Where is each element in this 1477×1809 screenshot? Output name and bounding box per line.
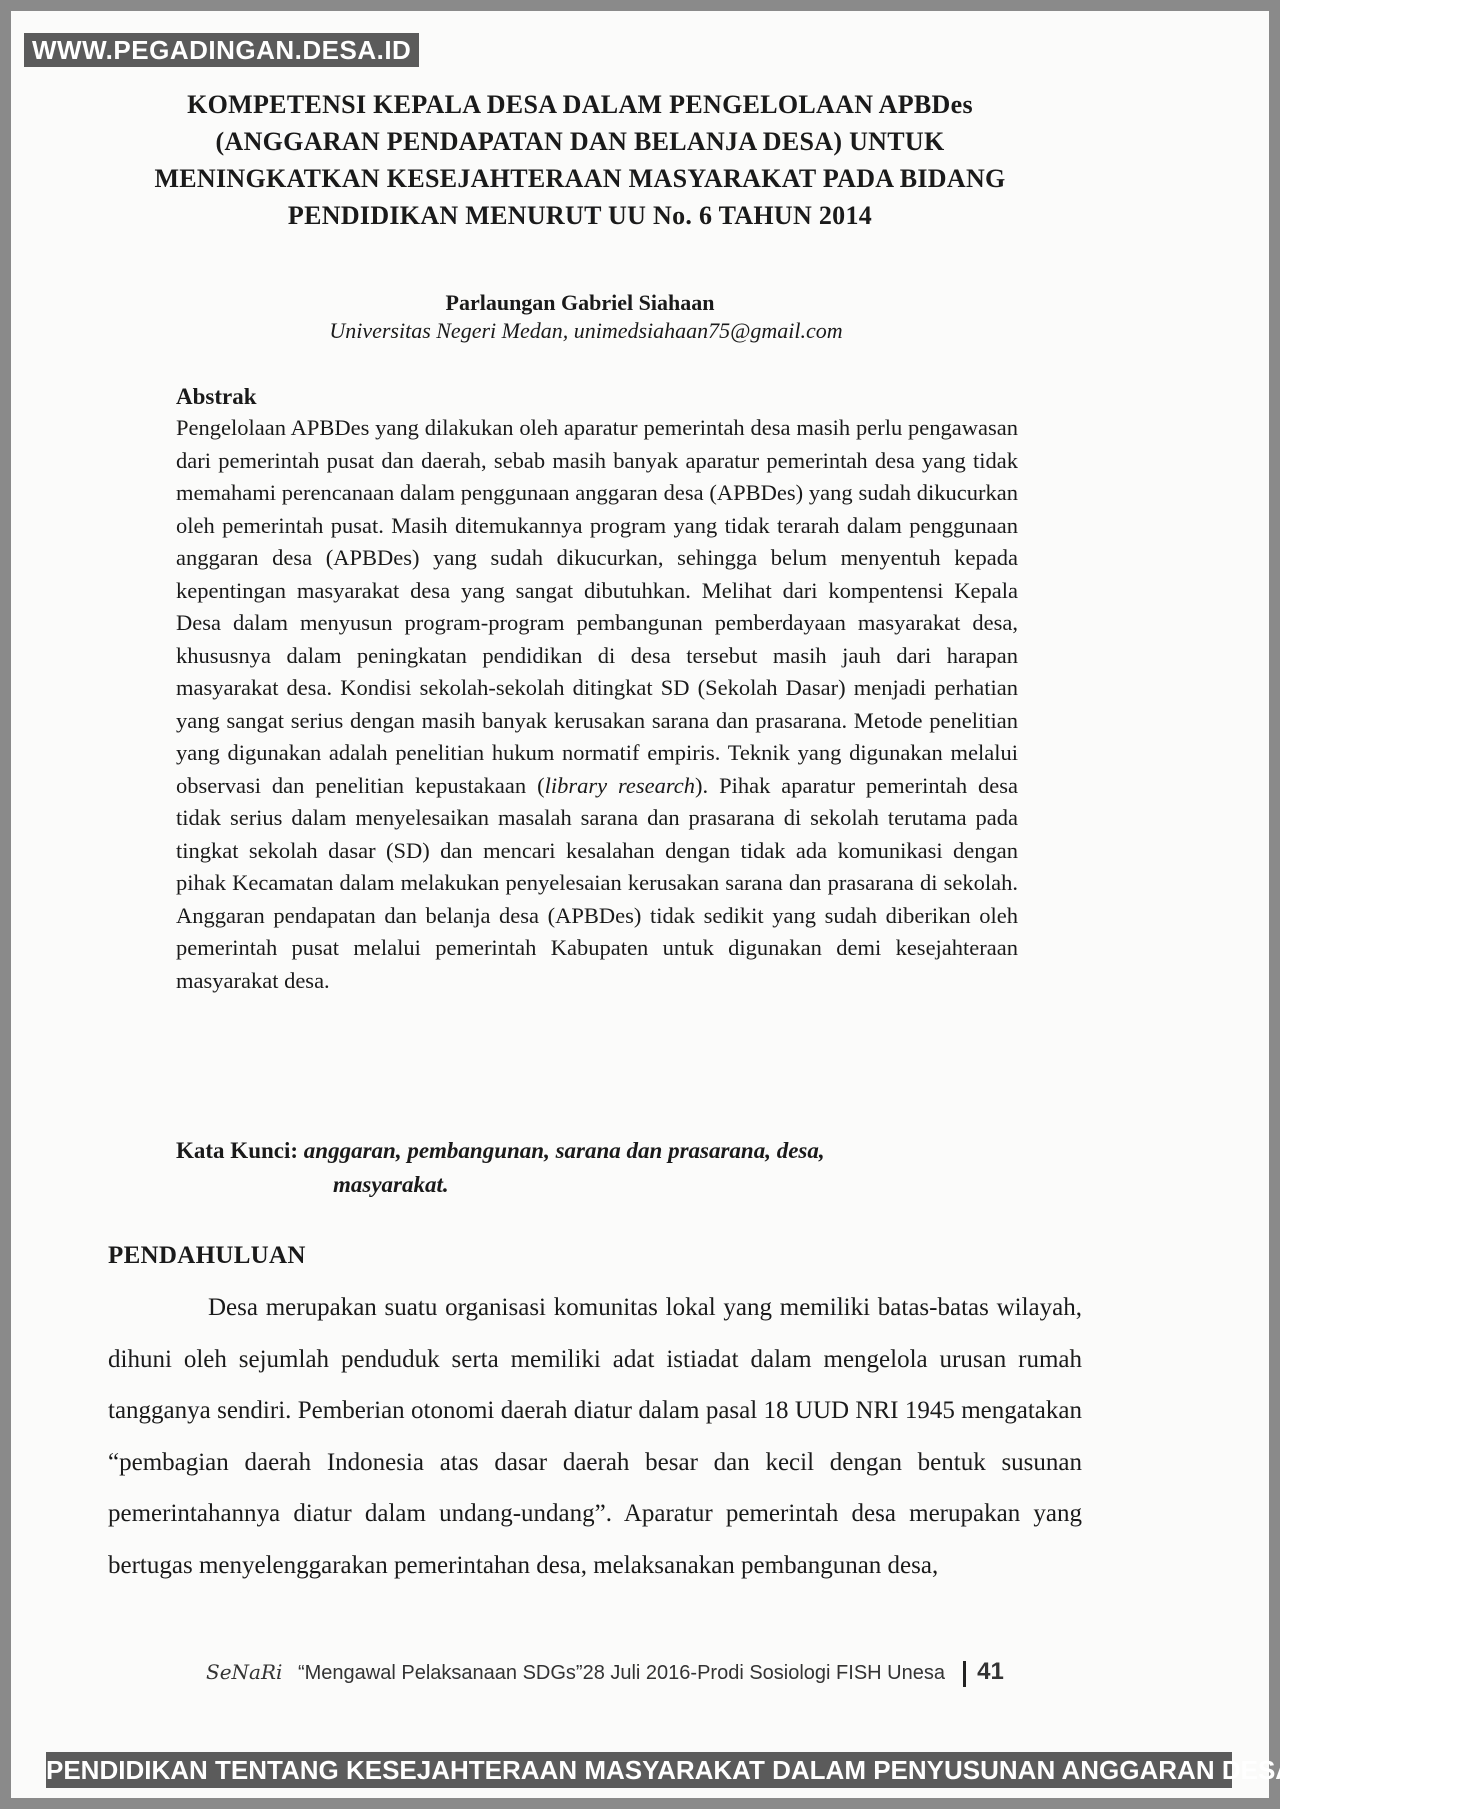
keywords-label: Kata Kunci:	[176, 1138, 299, 1163]
abstract-text-1: Pengelolaan APBDes yang dilakukan oleh aparatur pemerintah desa masih perlu pengawasan dari pemerintah pusat dan daerah, sebab masih banyak aparatur pemerintah desa yang tidak memahami perencanaan dalam penggunaan anggaran desa (APBDes) yang sudah dikucurkan oleh pemerintah pusat. Masih ditemukannya program yang tidak terarah dalam penggunaan anggaran desa (APBDes) yang sudah dikucurkan, sehingga belum menyentuh kepada kepentingan masyarakat desa yang sangat dibutuhkan. Melihat dari kompentensi Kepala Desa dalam menyusun program-program pembangunan pemberdayaan masyarakat desa, khususnya dalam peningkatan pendidikan di desa tersebut masih jauh dari harapan masyarakat desa. Kondisi sekolah-sekolah ditingkat SD (Sekolah Dasar) menjadi perhatian yang sangat serius dengan masih banyak kerusakan sarana dan prasarana. Metode penelitian yang digunakan adalah penelitian hukum normatif empiris. Teknik yang digunakan melalui observasi dan penelitian kepustakaan (	[176, 415, 1018, 798]
page-number: 41	[977, 1658, 1004, 1685]
keywords-line-1: anggaran, pembangunan, sarana dan prasarana, desa,	[303, 1138, 825, 1163]
intro-body	[108, 1282, 1082, 1591]
author-affiliation: Universitas Negeri Medan, unimedsiahaan75@gmail.com	[329, 318, 843, 343]
footer-divider	[963, 1661, 966, 1687]
intro-heading: PENDAHULUAN	[108, 1242, 306, 1269]
site-watermark-tag: WWW.PEGADINGAN.DESA.ID	[24, 33, 419, 67]
senari-logo: SeNaRi	[206, 1660, 283, 1684]
abstract-text-2: ). Pihak aparatur pemerintah desa tidak serius dalam menyelesaikan masalah sarana dan prasarana di sekolah terutama pada tingkat sekolah dasar (SD) dan mencari kesalahan dengan tidak ada komunikasi dengan pihak Kecamatan dalam melakukan penyelesaian kerusakan sarana dan prasarana di sekolah. Anggaran pendapatan dan belanja desa (APBDes) tidak sedikit yang sudah diberikan oleh pemerintah pusat melalui pemerintah Kabupaten untuk digunakan demi kesejahteraan masyarakat desa.	[176, 772, 1018, 993]
abstract-italic-term: library research	[544, 772, 696, 798]
intro-text: Desa merupakan suatu organisasi komunitas lokal yang memiliki batas-batas wilayah, dihuni oleh sejumlah penduduk serta memiliki adat istiadat dalam mengelola urusan rumah tangganya sendiri. Pemberian otonomi daerah diatur dalam pasal 18 UUD NRI 1945 mengatakan “pembagian daerah Indonesia atas dasar daerah besar dan kecil dengan bentuk susunan pemerintahannya diatur dalam undang-undang”. Aparatur pemerintah desa merupakan yang bertugas menyelenggarakan pemerintahan desa, melaksanakan pembangunan desa,	[108, 1294, 1082, 1579]
keywords-line-2: masyarakat.	[333, 1172, 449, 1197]
page-footer	[206, 1658, 1004, 1687]
keywords	[176, 1134, 996, 1202]
paper-title: KOMPETENSI KEPALA DESA DALAM PENGELOLAAN APBDes (ANGGARAN PENDAPATAN DAN BELANJA DESA) UNTUK MENINGKATKAN KESEJAHTERAAN MASYARAKAT PADA BIDANG PENDIDIKAN MENURUT UU No. 6 TAHUN 2014	[154, 90, 1006, 230]
bottom-banner: PENDIDIKAN TENTANG KESEJAHTERAAN MASYARAKAT DALAM PENYUSUNAN ANGGARAN DESA PEGADINGAN	[46, 1752, 1232, 1788]
author-name: Parlaungan Gabriel Siahaan	[445, 290, 715, 315]
abstract-body	[176, 412, 1018, 997]
abstract-heading: Abstrak	[176, 384, 257, 409]
footer-text: “Mengawal Pelaksanaan SDGs”28 Juli 2016-Prodi Sosiologi FISH Unesa	[297, 1662, 945, 1684]
